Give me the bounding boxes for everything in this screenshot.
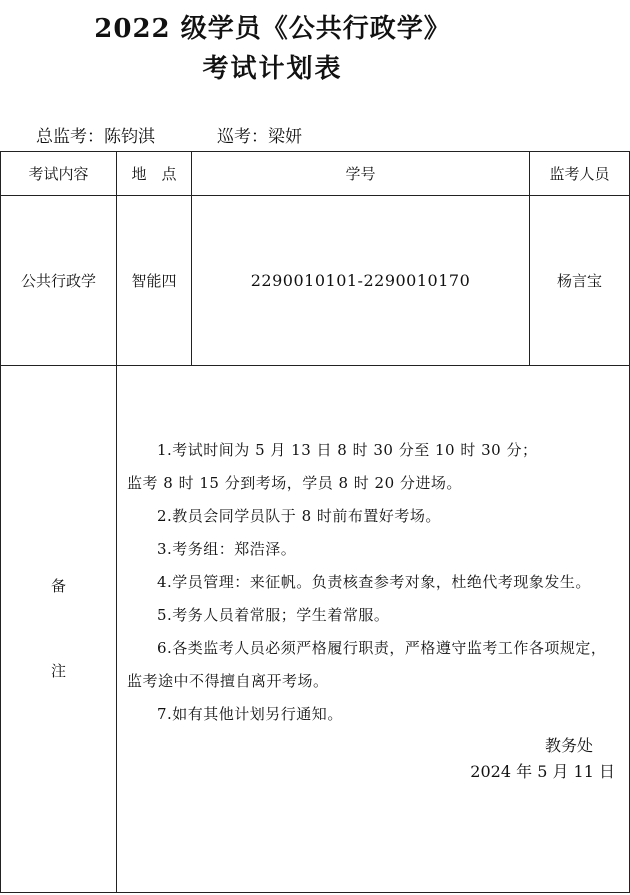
note-item: 1.考试时间为 5 月 13 日 8 时 30 分至 10 时 30 分； (157, 441, 538, 459)
note-item: 4.学员管理：来征帆。负责核查参考对象，杜绝代考现象发生。 (157, 573, 591, 591)
issue-date: 2024 年 5 月 11 日 (470, 762, 615, 781)
proctor-line (36, 122, 302, 147)
header-subject: 考试内容 (1, 152, 117, 196)
note-item: 7.如有其他计划另行通知。 (157, 705, 343, 723)
chief-proctor: 总监考：陈钧淇 (36, 127, 155, 147)
notes-content (117, 366, 630, 893)
notes-label-char-1: 备 (50, 577, 66, 595)
header-location: 地 点 (117, 152, 192, 196)
table-header-row (1, 152, 630, 196)
patrol-proctor: 巡考：梁妍 (217, 127, 302, 147)
cell-location: 智能四 (117, 196, 192, 366)
note-item: 6.各类监考人员必须严格履行职责，严格遵守监考工作各项规定，监考途中不得擅自离开考场。 (127, 639, 607, 690)
cell-student-ids: 2290010101-2290010170 (192, 196, 530, 366)
header-student-ids: 学号 (192, 152, 530, 196)
signature: 教务处 (544, 736, 593, 755)
note-item: 3.考务组：郑浩泽。 (157, 540, 297, 558)
header-invigilator: 监考人员 (530, 152, 630, 196)
title-line-2: 考试计划表 (202, 54, 343, 84)
note-item: 5.考务人员着常服；学生着常服。 (157, 606, 390, 624)
cell-subject: 公共行政学 (1, 196, 117, 366)
notes-row (1, 366, 630, 893)
notes-label (1, 366, 117, 893)
exam-plan-table (0, 151, 630, 893)
table-row (1, 196, 630, 366)
notes-label-char-2: 注 (50, 662, 66, 680)
cell-invigilator: 杨言宝 (530, 196, 630, 366)
note-item: 监考 8 时 15 分到考场，学员 8 时 20 分进场。 (127, 474, 462, 492)
note-item: 2.教员会同学员队于 8 时前布置好考场。 (157, 507, 441, 525)
title-line-1: 2022 级学员《公共行政学》 (94, 14, 451, 44)
